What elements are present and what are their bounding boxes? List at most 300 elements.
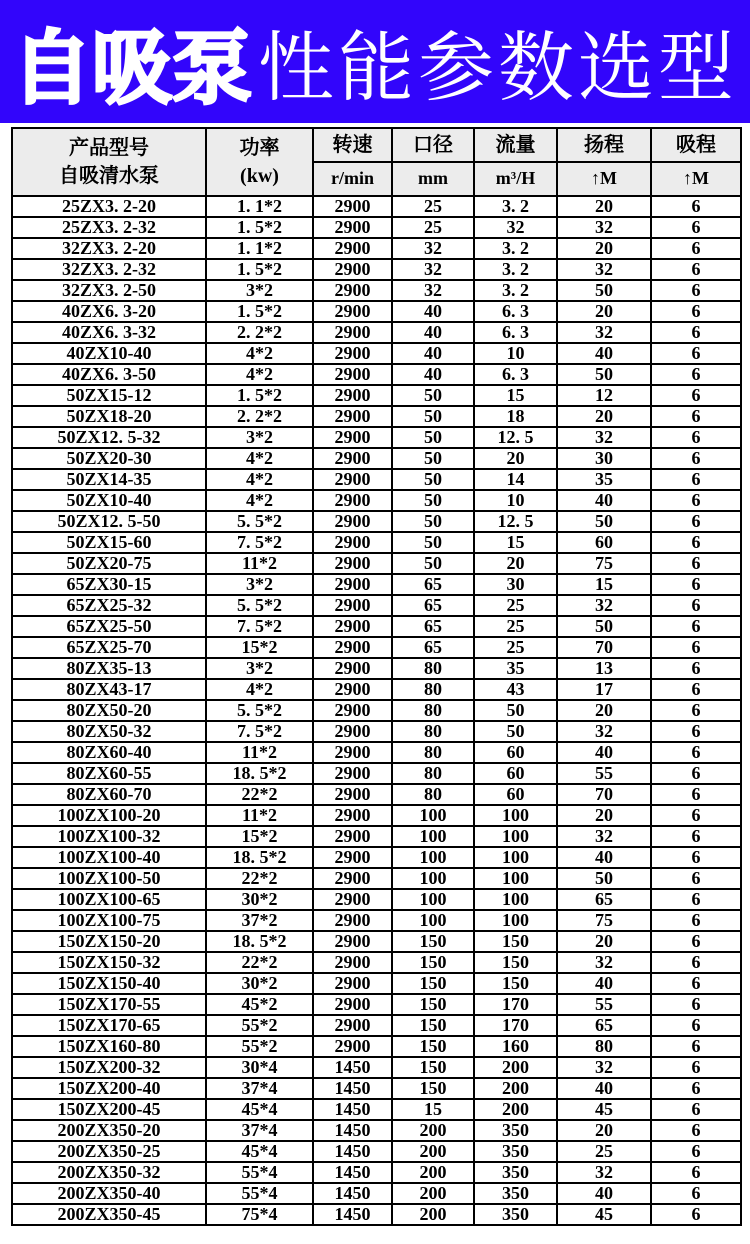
cell-diameter: 80 [392,763,474,784]
col-header-flow: 流量 [474,128,557,162]
cell-flow: 6. 3 [474,322,557,343]
cell-diameter: 150 [392,973,474,994]
cell-suction: 6 [651,1036,741,1057]
table-row [12,490,741,511]
cell-speed: 2900 [313,469,392,490]
cell-suction: 6 [651,553,741,574]
cell-speed: 2900 [313,259,392,280]
cell-power: 55*2 [206,1015,313,1036]
cell-model: 32ZX3. 2-50 [12,280,206,301]
cell-power: 1. 1*2 [206,196,313,217]
cell-head: 32 [557,826,651,847]
cell-power: 11*2 [206,553,313,574]
cell-flow: 60 [474,742,557,763]
table-row [12,826,741,847]
cell-model: 50ZX15-60 [12,532,206,553]
table-row [12,301,741,322]
cell-power: 45*4 [206,1099,313,1120]
cell-power: 22*2 [206,868,313,889]
cell-speed: 2900 [313,301,392,322]
cell-model: 50ZX12. 5-50 [12,511,206,532]
cell-diameter: 15 [392,1099,474,1120]
table-row [12,994,741,1015]
cell-head: 32 [557,217,651,238]
banner-title-rest: 性能参数选型 [258,27,738,111]
cell-suction: 6 [651,784,741,805]
cell-head: 32 [557,1162,651,1183]
col-header-head: 扬程 [557,128,651,162]
cell-suction: 6 [651,763,741,784]
cell-suction: 6 [651,1078,741,1099]
cell-flow: 6. 3 [474,364,557,385]
cell-power: 7. 5*2 [206,616,313,637]
cell-flow: 60 [474,763,557,784]
cell-speed: 2900 [313,868,392,889]
cell-diameter: 100 [392,889,474,910]
cell-flow: 150 [474,931,557,952]
cell-flow: 18 [474,406,557,427]
cell-diameter: 100 [392,868,474,889]
cell-flow: 100 [474,826,557,847]
cell-speed: 2900 [313,553,392,574]
cell-flow: 350 [474,1141,557,1162]
cell-power: 22*2 [206,784,313,805]
table-row [12,322,741,343]
cell-flow: 150 [474,952,557,973]
cell-power: 1. 1*2 [206,238,313,259]
table-row [12,595,741,616]
cell-diameter: 150 [392,952,474,973]
cell-suction: 6 [651,595,741,616]
cell-flow: 12. 5 [474,511,557,532]
cell-model: 80ZX60-55 [12,763,206,784]
cell-power: 11*2 [206,805,313,826]
cell-flow: 10 [474,343,557,364]
cell-speed: 2900 [313,721,392,742]
cell-diameter: 65 [392,637,474,658]
cell-flow: 14 [474,469,557,490]
cell-diameter: 200 [392,1183,474,1204]
cell-power: 37*2 [206,910,313,931]
table-row [12,469,741,490]
cell-speed: 1450 [313,1183,392,1204]
table-row [12,532,741,553]
cell-flow: 25 [474,595,557,616]
table-row [12,784,741,805]
cell-head: 40 [557,343,651,364]
table-row [12,385,741,406]
cell-flow: 350 [474,1204,557,1225]
cell-head: 20 [557,238,651,259]
cell-model: 50ZX18-20 [12,406,206,427]
cell-head: 32 [557,1057,651,1078]
cell-power: 7. 5*2 [206,721,313,742]
cell-flow: 20 [474,553,557,574]
cell-diameter: 40 [392,301,474,322]
cell-head: 50 [557,280,651,301]
cell-speed: 2900 [313,322,392,343]
cell-speed: 2900 [313,280,392,301]
cell-head: 70 [557,784,651,805]
cell-head: 20 [557,1120,651,1141]
cell-power: 2. 2*2 [206,406,313,427]
cell-speed: 2900 [313,238,392,259]
col-header-speed: 转速 [313,128,392,162]
cell-diameter: 65 [392,574,474,595]
cell-power: 55*4 [206,1183,313,1204]
cell-head: 40 [557,847,651,868]
cell-power: 7. 5*2 [206,532,313,553]
cell-model: 150ZX150-20 [12,931,206,952]
spec-table-wrap [11,127,740,1226]
cell-diameter: 25 [392,217,474,238]
cell-power: 11*2 [206,742,313,763]
table-row [12,1120,741,1141]
cell-flow: 3. 2 [474,280,557,301]
table-row [12,406,741,427]
cell-head: 20 [557,301,651,322]
cell-power: 1. 5*2 [206,301,313,322]
cell-flow: 200 [474,1057,557,1078]
cell-model: 80ZX43-17 [12,679,206,700]
cell-model: 25ZX3. 2-32 [12,217,206,238]
cell-model: 100ZX100-32 [12,826,206,847]
cell-diameter: 40 [392,343,474,364]
cell-model: 80ZX35-13 [12,658,206,679]
cell-power: 30*4 [206,1057,313,1078]
cell-diameter: 32 [392,238,474,259]
cell-suction: 6 [651,805,741,826]
cell-head: 40 [557,973,651,994]
col-header-power-line1: 功率 [239,137,280,159]
cell-diameter: 80 [392,742,474,763]
cell-model: 50ZX14-35 [12,469,206,490]
cell-model: 80ZX50-32 [12,721,206,742]
cell-head: 50 [557,616,651,637]
cell-suction: 6 [651,385,741,406]
cell-power: 2. 2*2 [206,322,313,343]
cell-head: 32 [557,259,651,280]
cell-diameter: 50 [392,385,474,406]
cell-suction: 6 [651,847,741,868]
cell-speed: 2900 [313,616,392,637]
cell-speed: 2900 [313,448,392,469]
col-header-suction: 吸程 [651,128,741,162]
cell-flow: 10 [474,490,557,511]
cell-suction: 6 [651,952,741,973]
cell-suction: 6 [651,910,741,931]
cell-flow: 43 [474,679,557,700]
cell-model: 50ZX12. 5-32 [12,427,206,448]
cell-suction: 6 [651,742,741,763]
cell-suction: 6 [651,427,741,448]
cell-flow: 350 [474,1162,557,1183]
cell-power: 75*4 [206,1204,313,1225]
table-row [12,259,741,280]
cell-model: 200ZX350-40 [12,1183,206,1204]
cell-diameter: 50 [392,511,474,532]
table-row [12,931,741,952]
cell-diameter: 200 [392,1141,474,1162]
cell-flow: 25 [474,637,557,658]
cell-model: 100ZX100-40 [12,847,206,868]
cell-model: 150ZX200-32 [12,1057,206,1078]
cell-suction: 6 [651,889,741,910]
cell-head: 20 [557,700,651,721]
cell-suction: 6 [651,238,741,259]
cell-suction: 6 [651,406,741,427]
cell-flow: 350 [474,1120,557,1141]
cell-suction: 6 [651,637,741,658]
cell-diameter: 50 [392,448,474,469]
cell-flow: 3. 2 [474,238,557,259]
cell-head: 12 [557,385,651,406]
cell-suction: 6 [651,490,741,511]
cell-power: 1. 5*2 [206,217,313,238]
table-row [12,196,741,217]
col-header-power-line2: (kw) [240,165,279,187]
table-row [12,700,741,721]
table-row [12,763,741,784]
cell-head: 50 [557,364,651,385]
cell-model: 40ZX6. 3-20 [12,301,206,322]
cell-speed: 2900 [313,931,392,952]
cell-model: 100ZX100-20 [12,805,206,826]
cell-power: 3*2 [206,280,313,301]
col-unit-diameter: mm [392,162,474,196]
cell-suction: 6 [651,532,741,553]
col-unit-head: ↑M [557,162,651,196]
cell-speed: 2900 [313,847,392,868]
cell-head: 55 [557,763,651,784]
cell-model: 40ZX6. 3-50 [12,364,206,385]
cell-suction: 6 [651,448,741,469]
cell-power: 1. 5*2 [206,385,313,406]
cell-flow: 50 [474,721,557,742]
table-row [12,868,741,889]
cell-speed: 2900 [313,595,392,616]
table-row [12,1099,741,1120]
cell-speed: 2900 [313,700,392,721]
cell-flow: 350 [474,1183,557,1204]
table-row [12,553,741,574]
cell-head: 17 [557,679,651,700]
cell-suction: 6 [651,868,741,889]
cell-speed: 1450 [313,1099,392,1120]
cell-power: 15*2 [206,826,313,847]
cell-head: 25 [557,1141,651,1162]
col-header-model-line2: 自吸清水泵 [59,165,159,187]
table-row [12,280,741,301]
cell-suction: 6 [651,511,741,532]
cell-speed: 2900 [313,511,392,532]
col-header-diameter: 口径 [392,128,474,162]
cell-speed: 1450 [313,1141,392,1162]
cell-model: 80ZX60-70 [12,784,206,805]
cell-model: 65ZX30-15 [12,574,206,595]
cell-speed: 2900 [313,490,392,511]
cell-speed: 2900 [313,763,392,784]
cell-model: 65ZX25-70 [12,637,206,658]
cell-power: 15*2 [206,637,313,658]
table-row [12,1141,741,1162]
table-row [12,805,741,826]
cell-speed: 2900 [313,658,392,679]
cell-flow: 100 [474,910,557,931]
cell-head: 15 [557,574,651,595]
cell-flow: 170 [474,1015,557,1036]
cell-head: 60 [557,532,651,553]
cell-power: 4*2 [206,469,313,490]
cell-suction: 6 [651,679,741,700]
cell-power: 45*4 [206,1141,313,1162]
cell-suction: 6 [651,343,741,364]
cell-flow: 12. 5 [474,427,557,448]
cell-diameter: 50 [392,532,474,553]
cell-suction: 6 [651,364,741,385]
cell-diameter: 80 [392,658,474,679]
cell-model: 65ZX25-50 [12,616,206,637]
cell-flow: 35 [474,658,557,679]
table-row [12,448,741,469]
cell-suction: 6 [651,1183,741,1204]
cell-diameter: 32 [392,259,474,280]
cell-head: 30 [557,448,651,469]
cell-flow: 160 [474,1036,557,1057]
cell-speed: 2900 [313,805,392,826]
cell-head: 75 [557,553,651,574]
table-header [12,128,741,196]
cell-diameter: 50 [392,469,474,490]
cell-diameter: 25 [392,196,474,217]
table-row [12,343,741,364]
cell-power: 18. 5*2 [206,763,313,784]
table-row [12,427,741,448]
table-row [12,679,741,700]
cell-speed: 2900 [313,826,392,847]
cell-head: 70 [557,637,651,658]
cell-model: 50ZX10-40 [12,490,206,511]
table-row [12,1183,741,1204]
cell-model: 50ZX20-75 [12,553,206,574]
cell-diameter: 200 [392,1162,474,1183]
cell-head: 20 [557,931,651,952]
cell-suction: 6 [651,994,741,1015]
cell-suction: 6 [651,301,741,322]
cell-diameter: 100 [392,805,474,826]
cell-suction: 6 [651,322,741,343]
cell-diameter: 80 [392,700,474,721]
cell-flow: 3. 2 [474,259,557,280]
cell-suction: 6 [651,973,741,994]
cell-flow: 150 [474,973,557,994]
cell-suction: 6 [651,616,741,637]
cell-speed: 2900 [313,742,392,763]
cell-speed: 2900 [313,406,392,427]
cell-speed: 2900 [313,784,392,805]
table-row [12,1162,741,1183]
cell-model: 40ZX6. 3-32 [12,322,206,343]
cell-speed: 2900 [313,574,392,595]
table-row [12,511,741,532]
cell-suction: 6 [651,1015,741,1036]
cell-speed: 2900 [313,952,392,973]
cell-flow: 25 [474,616,557,637]
table-row [12,616,741,637]
cell-head: 20 [557,805,651,826]
cell-speed: 1450 [313,1078,392,1099]
table-row [12,658,741,679]
banner-title-bold: 自吸泵 [12,24,252,113]
col-header-model [12,128,206,196]
col-unit-suction: ↑M [651,162,741,196]
cell-model: 150ZX170-65 [12,1015,206,1036]
cell-speed: 2900 [313,889,392,910]
cell-model: 50ZX20-30 [12,448,206,469]
cell-diameter: 50 [392,406,474,427]
cell-head: 55 [557,994,651,1015]
cell-flow: 20 [474,448,557,469]
cell-power: 3*2 [206,658,313,679]
cell-head: 40 [557,1183,651,1204]
cell-speed: 1450 [313,1204,392,1225]
cell-power: 5. 5*2 [206,595,313,616]
cell-suction: 6 [651,280,741,301]
cell-suction: 6 [651,1204,741,1225]
cell-speed: 2900 [313,343,392,364]
cell-head: 45 [557,1099,651,1120]
cell-power: 4*2 [206,490,313,511]
cell-head: 80 [557,1036,651,1057]
cell-flow: 200 [474,1078,557,1099]
cell-head: 40 [557,490,651,511]
cell-head: 40 [557,742,651,763]
cell-head: 32 [557,427,651,448]
table-row [12,952,741,973]
cell-speed: 2900 [313,994,392,1015]
cell-flow: 32 [474,217,557,238]
table-row [12,742,741,763]
cell-speed: 2900 [313,1015,392,1036]
table-row [12,238,741,259]
cell-diameter: 50 [392,427,474,448]
cell-flow: 15 [474,385,557,406]
cell-diameter: 40 [392,322,474,343]
banner [0,0,750,123]
cell-power: 55*2 [206,1036,313,1057]
cell-model: 32ZX3. 2-32 [12,259,206,280]
cell-power: 1. 5*2 [206,259,313,280]
table-row [12,637,741,658]
cell-speed: 2900 [313,532,392,553]
cell-speed: 2900 [313,973,392,994]
table-row [12,1057,741,1078]
cell-head: 45 [557,1204,651,1225]
cell-power: 55*4 [206,1162,313,1183]
cell-diameter: 65 [392,595,474,616]
cell-speed: 2900 [313,910,392,931]
cell-diameter: 50 [392,553,474,574]
cell-flow: 3. 2 [474,196,557,217]
cell-flow: 100 [474,868,557,889]
cell-model: 150ZX200-40 [12,1078,206,1099]
cell-diameter: 200 [392,1204,474,1225]
cell-speed: 1450 [313,1162,392,1183]
cell-suction: 6 [651,574,741,595]
cell-flow: 100 [474,805,557,826]
table-row [12,973,741,994]
table-row [12,910,741,931]
